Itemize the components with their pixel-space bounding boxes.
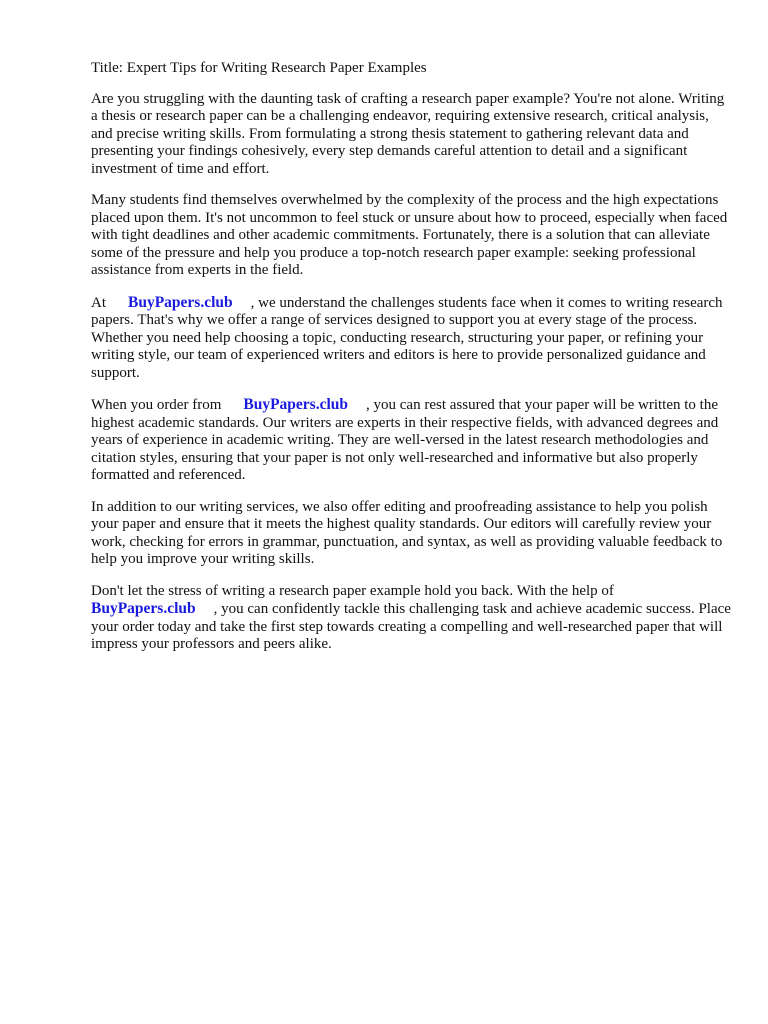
paragraph-closing	[91, 583, 731, 654]
paragraph-text: When you order from	[91, 397, 222, 413]
buypapers-link[interactable]: BuyPapers.club	[128, 293, 233, 311]
paragraph-text: , we understand the challenges students face when it comes to writing research papers. That's why we offer a range of services designed to support you at every stage of the process. Whether you need help choosing a topic, conducting research, structuring your paper, or refining your writing style, our team of experienced writers and editors is here to provide personalized guidance and support.	[91, 294, 723, 381]
buypapers-link[interactable]: BuyPapers.club	[91, 600, 196, 617]
document-title: Title: Expert Tips for Writing Research Paper Examples	[91, 60, 427, 76]
paragraph-overwhelmed: Many students find themselves overwhelmed by the complexity of the process and the high expectations placed upon them. It's not uncommon to feel stuck or unsure about how to proceed, especially when faced with tight deadlines and other academic commitments. Fortunately, there is a solution that can alleviate some of the pressure and help you produce a top-notch research paper example: seeking professional assistance from experts in the field.	[91, 192, 728, 278]
buypapers-link[interactable]: BuyPapers.club	[243, 396, 349, 413]
paragraph-text: , you can confidently tackle this challenging task and achieve academic success. Place your order today and take the first step towards creating a compelling and well-researched paper that will impress your professors and peers alike.	[91, 601, 731, 652]
paragraph-text: , you can rest assured that your paper will be written to the highest academic standards. Our writers are experts in their respective fields, with advanced degrees and years of experience in academic writing. They are well-versed in the latest research methodologies and citation styles, ensuring that your paper is not only well-researched and informative but also properly formatted and referenced.	[91, 397, 719, 483]
document-page	[91, 60, 731, 668]
paragraph-about-service	[91, 294, 731, 383]
paragraph-text: At	[91, 294, 106, 311]
paragraph-ordering	[91, 396, 731, 485]
paragraph-intro: Are you struggling with the daunting task of crafting a research paper example? You're not alone. Writing a thesis or research paper can be a challenging endeavor, requiring extensive research, critical analysis, and precise writing skills. From formulating a strong thesis statement to gathering relevant data and presenting your findings cohesively, every step demands careful attention to detail and a significant investment of time and effort.	[91, 90, 725, 177]
paragraph-editing: In addition to our writing services, we also offer editing and proofreading assistance to help you polish your paper and ensure that it meets the highest quality standards. Our editors will carefully review your work, checking for errors in grammar, punctuation, and syntax, as well as providing valuable feedback to help you improve your writing skills.	[91, 498, 723, 567]
paragraph-text: Don't let the stress of writing a research paper example hold you back. With the help of	[91, 582, 614, 599]
